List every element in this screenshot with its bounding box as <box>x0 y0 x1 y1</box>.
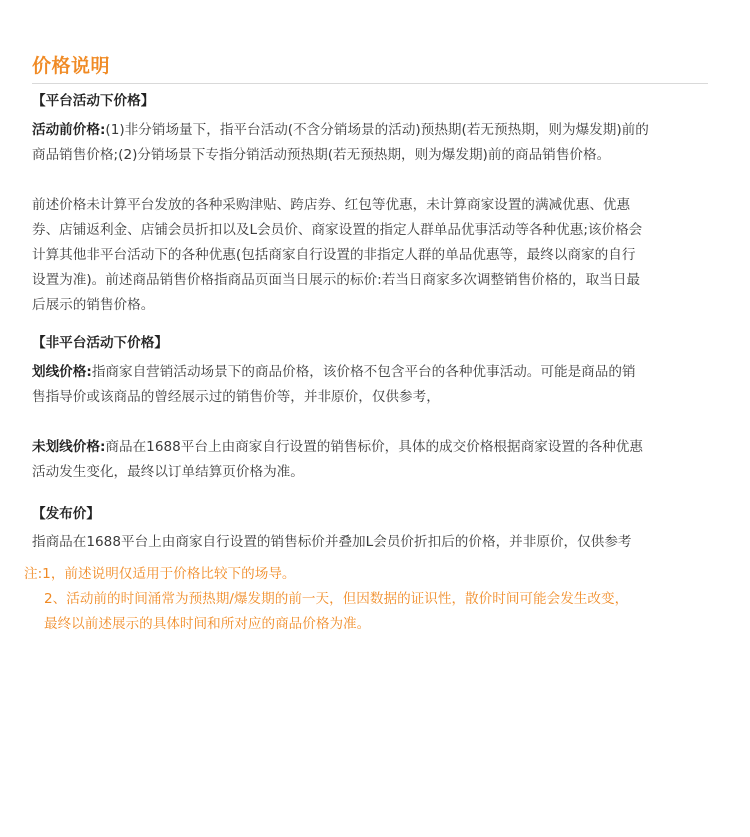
strike-price-text-1: 指商家自营销活动场景下的商品价格，该价格不包含平台的各种优事活动。可能是商品的销 <box>91 364 636 380</box>
release-section-heading: 【发布价】 <box>32 506 100 522</box>
strike-price-paragraph <box>32 360 722 410</box>
platform-desc-line: 计算其他非平台活动下的各种优惠(包括商家自行设置的非指定人群的单品优惠等，最终以商家的自行 <box>32 247 636 263</box>
platform-desc-line: 前述价格未计算平台发放的各种采购津贴、跨店券、红包等优惠，未计算商家设置的满减优惠、优惠 <box>32 197 631 213</box>
pre-activity-text-1: (1)非分销场量下，指平台活动(不含分销场景的活动)预热期(若无预热期，则为爆发期)前的 <box>105 122 649 138</box>
note-line-2: 2、活动前的时间涌常为预热期/爆发期的前一天，但因数据的证识性，散价时间可能会发生改变， <box>44 591 629 607</box>
strike-price-line-1 <box>32 360 722 385</box>
pre-activity-line-1 <box>32 118 722 143</box>
page-title: 价格说明 <box>32 55 111 77</box>
pre-activity-price-paragraph <box>32 118 722 168</box>
note-line-3: 最终以前述展示的具体时间和所对应的商品价格为准。 <box>44 616 371 632</box>
no-strike-price-text-1: 商品在1688平台上由商家自行设置的销售标价，具体的成交价格根据商家设置的各种优惠 <box>105 439 643 455</box>
platform-section-heading: 【平台活动下价格】 <box>32 93 155 109</box>
pre-activity-label: 活动前价格: <box>32 122 106 138</box>
release-price-text: 指商品在1688平台上由商家自行设置的销售标价并叠加L会员价折扣后的价格，并非原价，仅供参考 <box>32 534 632 550</box>
pre-activity-line-2: 商品销售价格;(2)分销场景下专指分销活动预热期(若无预热期，则为爆发期)前的商品销售价格。 <box>32 147 611 163</box>
no-strike-price-line-2: 活动发生变化，最终以订单结算页价格为准。 <box>32 464 304 480</box>
platform-desc-line: 券、店铺返利金、店铺会员折扣以及L会员价、商家设置的指定人群单品优事活动等各种优惠;该价格会 <box>32 222 643 238</box>
strike-price-line-2: 售指导价或该商品的曾经展示过的销售价等，并非原价，仅供参考， <box>32 389 440 405</box>
no-strike-price-label: 未划线价格: <box>32 439 106 455</box>
platform-description-paragraph <box>32 193 722 318</box>
platform-desc-line: 后展示的销售价格。 <box>32 297 155 313</box>
non-platform-section-heading: 【非平台活动下价格】 <box>32 335 168 351</box>
note-line-1: 注:1，前述说明仅适用于价格比较下的场导。 <box>24 566 296 582</box>
title-divider <box>32 83 708 84</box>
platform-desc-line: 设置为准)。前述商品销售价格指商品页面当日展示的标价:若当日商家多次调整销售价格的，取当日最 <box>32 272 641 288</box>
no-strike-price-paragraph <box>32 435 722 485</box>
no-strike-price-line-1 <box>32 435 722 460</box>
strike-price-label: 划线价格: <box>32 364 92 380</box>
